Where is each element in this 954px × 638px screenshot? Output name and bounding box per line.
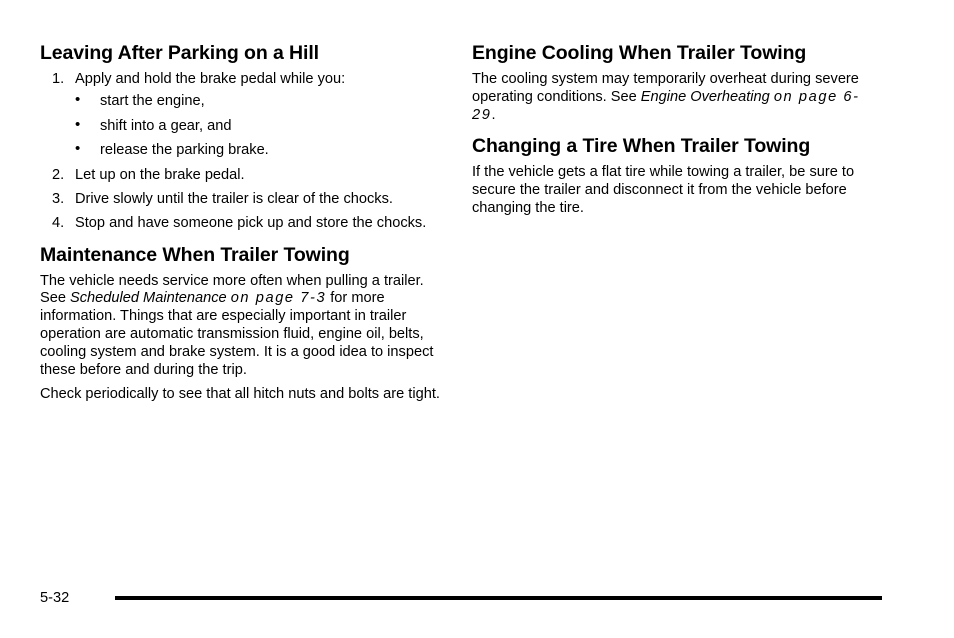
step-number: 3. [52,190,65,207]
list-item-bullet [75,142,440,160]
section-title-leaving-after-parking: Leaving After Parking on a Hill [40,42,319,64]
list-item-step-4 [40,215,440,233]
bullet-icon: • [75,115,81,133]
xref-page: on page 6-29 [472,88,860,123]
step-1-bullets [75,90,440,160]
bullet-icon: • [75,90,81,108]
step-text: Drive slowly until the trailer is clear of the chocks. [75,190,393,207]
step-number: 4. [52,214,65,231]
step-text: Stop and have someone pick up and store the chocks. [75,214,427,231]
maintenance-paragraph-2: Check periodically to see that all hitch nuts and bolts are tight. [40,386,440,403]
cooling-paragraph [472,71,872,124]
page-number: 5-32 [40,590,70,606]
xref-link-scheduled-maintenance[interactable] [70,290,326,306]
bullet-text: shift into a gear, and [100,117,232,134]
right-column [472,42,872,225]
paragraph-text: The vehicle needs service more often when pulling a trailer. See [40,272,424,307]
xref-title: Engine Overheating [640,88,770,105]
list-item-step-2 [40,167,440,185]
bullet-icon: • [75,140,81,158]
tire-paragraph: If the vehicle gets a flat tire while towing a trailer, be sure to secure the trailer and disconnect it from the vehicle before changing the tire. [472,164,855,216]
list-item-bullet [75,115,440,136]
step-number: 2. [52,167,65,184]
bullet-text: release the parking brake. [100,142,269,159]
xref-title: Scheduled Maintenance [70,290,227,307]
step-text: Apply and hold the brake pedal while you: [75,71,346,87]
paragraph-text: for more information. Things that are especially important in trailer operation are automatic transmission fluid, engine oil, belts, cooling system and brake system. It is a good idea to inspect these before and during the trip. [40,290,434,378]
step-number: 1. [52,71,65,87]
maintenance-paragraph-1 [40,273,440,380]
section-title-maintenance: Maintenance When Trailer Towing [40,243,350,266]
paragraph-text: . [491,106,496,123]
list-item-step-3 [40,191,440,209]
xref-page: on page 7-3 [230,290,327,307]
paragraph-text: The cooling system may temporarily overheat during severe operating conditions. See [472,71,859,105]
section-title-engine-cooling: Engine Cooling When Trailer Towing [472,42,807,64]
section-title-changing-tire: Changing a Tire When Trailer Towing [472,135,811,158]
step-text: Let up on the brake pedal. [75,167,245,184]
bullet-text: start the engine, [100,92,205,109]
list-item-step-1 [40,71,440,160]
list-item-bullet [75,90,440,111]
footer-rule-divider [115,596,882,600]
left-column [40,42,440,411]
parking-steps-list [40,71,440,233]
